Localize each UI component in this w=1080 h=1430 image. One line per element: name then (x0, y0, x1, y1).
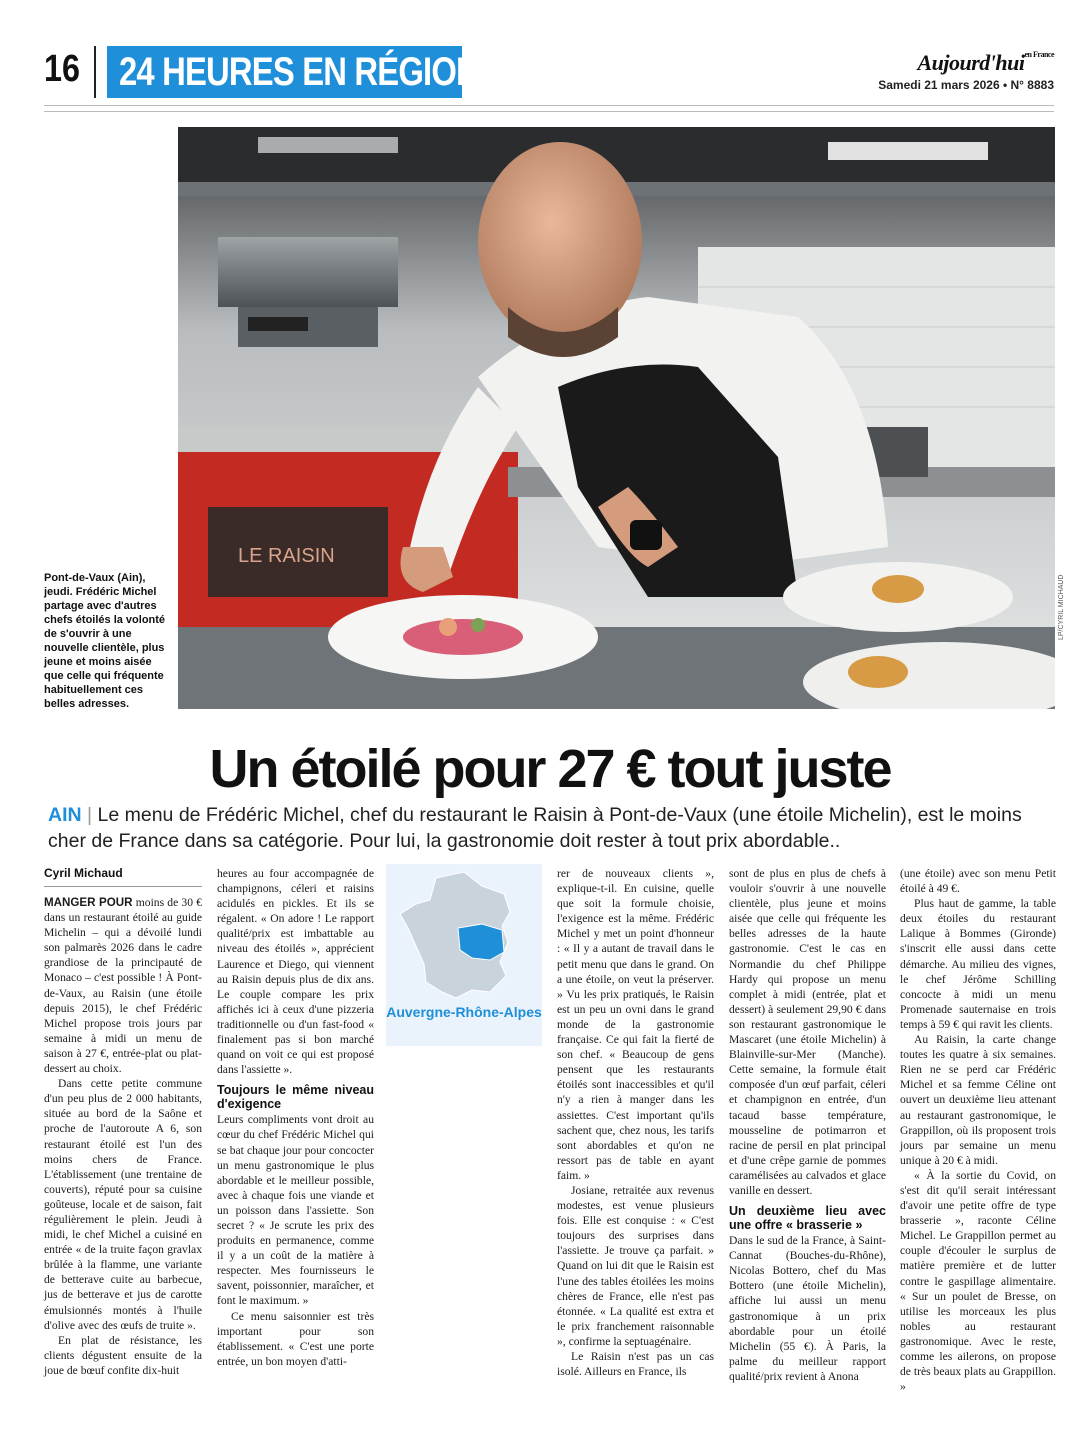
paragraph: rer de nouveaux clients », explique-t-il. En cuisine, quelle que soit la formule choisie, l'exigence est la même. Frédéric Michel y met un point d'honneur : « Il y a autant de travail dans le petit menu que dans le grand. On a une étoile, on veut la préserver. » Vu les prix pratiqués, le Raisin est un peu un ovni dans le grand monde de la gastronomie française. Ce qui fait la fierté de son chef. « Beaucoup de gens pensent que les restaurants étoilés sont inaccessibles et qu'il n'y a rien à manger dans les assiettes. C'est important qu'ils sachent que, chez nous, les tarifs sont abordables et qu'on ne ressort pas de table en ayant faim. » (557, 867, 714, 1182)
paragraph: Au Raisin, la carte change toutes les quatre à six semaines. Rien ne se perd car Frédéric Michel et sa femme Céline ont ouvert un deuxième lieu attenant au restaurant gastronomique, le Grappillon, où ils proposent trois jours par semaine un menu unique à 20 € à midi. (900, 1033, 1056, 1167)
photo-credit: LP/CYRIL MICHAUD (1058, 574, 1065, 640)
header-rule (44, 105, 1054, 106)
chef-photo (178, 127, 1055, 709)
paragraph: heures au four accompagnée de champignons, céleri et raisins acidulés en pickles. Et ils se régalent. « On adore ! Le rapport qualité/prix est imbattable au niveau des étoilés », apprécient Laurence et Diego, qui viennent au Raisin depuis plus de dix ans. Le couple compare les prix affichés ici à ceux d'une pizzeria traditionnelle ou d'un fast-food « finalement pas si bon marché quand on voit ce qui est proposé dans l'assiette ». (217, 867, 374, 1077)
column-5 (900, 866, 1056, 1394)
byline: Cyril Michaud (44, 866, 202, 887)
location-tag: AIN (48, 804, 82, 826)
paragraph: Leurs compliments vont droit au cœur du chef Frédéric Michel qui se bat chaque jour pour concocter un menu gastronomique le plus abordable et le meilleur possible, avec à chaque fois une viande et un poisson dans l'assiette. Son secret ? « Je scrute les prix des produits en permanence, comme il y a un coût de la matière à respecter. Mes fournisseurs le savent, poissonnier, maraîcher, et font le maximum. » (217, 1113, 374, 1308)
column-1 (44, 866, 202, 1378)
subheading: Un deuxième lieu avec une offre « brasserie » (729, 1204, 886, 1233)
lead-separator: | (87, 804, 93, 826)
brand-suffix: en France (1024, 50, 1054, 59)
paragraph: Dans cette petite commune d'un peu plus de 2 000 habitants, située au bord de la Saône et proche de l'autoroute A 6, son restaurant étoilé est l'un des moins chers de France. L'établissement (une trentaine de couverts), réputé pour sa cuisine goûteuse, locale et de saison, fait régulièrement le plein. Jeudi à midi, le chef Michel a cuisiné en entrée « de la truite façon gravlax brûlée à la flamme, une variante de betterave cuite au barbecue, jus de betterave et jus de carotte émulsionnés montés à l'huile d'olive avec des œufs de truite ». (44, 1077, 202, 1332)
header-rule-2 (44, 111, 1054, 112)
column-4 (729, 866, 886, 1384)
kitchen-scene (178, 127, 1055, 709)
paragraph: sont de plus en plus de chefs à vouloir s'ouvrir à une nouvelle clientèle, plus jeune et moins aisée que celle qui fréquente les belles adresses de la haute gastronomie. C'est le cas en Normandie du chef Philippe Hardy qui propose un menu complet à midi (entrée, plat et dessert) à seulement 29,90 € dans son restaurant gastronomique le Mascaret (une étoile Michelin) à Blainville-sur-Mer (Manche). Cette semaine, la formule était composée d'un œuf parfait, céleri et champignon en entrée, d'un tacaud basse température, mousseline de potimarron et racine de persil en plat principal et d'une crêpe garnie de pommes caramélisées au calvados et glace vanille en dessert. (729, 867, 886, 1197)
paragraph: « À la sortie du Covid, on s'est dit qu'il serait intéressant d'avoir une petite offre de type brasserie », raconte Céline Michel. Le Grappillon permet au couple d'écouler le surplus de matière première et de lutter contre le gaspillage alimentaire. « Sur un poulet de Bresse, on utilise les morceaux les plus nobles au restaurant gastronomique. Avec le reste, comme les ailerons, on propose de très beaux plats au Grappillon. » (900, 1168, 1056, 1394)
header-divider (94, 46, 96, 98)
lead-paragraph (48, 802, 1048, 854)
paragraph (44, 895, 202, 1076)
photo-caption: Pont-de-Vaux (Ain), jeudi. Frédéric Michel partage avec d'autres chefs étoilés la volonté de s'ouvrir à une nouvelle clientèle, plus jeune et moins aisée que celle qui fréquente habituellement ces belles adresses. (44, 572, 166, 710)
issue-date: Samedi 21 mars 2026 • N° 8883 (878, 78, 1054, 92)
column-3 (557, 866, 714, 1379)
page-number: 16 (44, 48, 80, 90)
paragraph: Dans le sud de la France, à Saint-Cannat (Bouches-du-Rhône), Nicolas Bottero, chef du Mas Bottero (une étoile Michelin), affiche lui aussi un menu gastronomique à un prix abordable pour un étoilé Michelin (55 €). À Paris, la palme du meilleur rapport qualité/prix revient à Anona (729, 1234, 886, 1383)
paragraph: Plus haut de gamme, la table deux étoiles du restaurant Lalique à Bommes (Gironde) s'inscrit elle aussi dans cette démarche. Au milieu des vignes, le chef Jérôme Schilling concocte à midi un menu Promenade sauternaise en trois temps à 59 € qui ravit les clients. (900, 897, 1056, 1031)
paragraph: Ce menu saisonnier est très important pour son établissement. « C'est une porte entrée, un bon moyen d'atti- (217, 1309, 374, 1368)
subheading: Toujours le même niveau d'exigence (217, 1083, 374, 1112)
column-2 (217, 866, 374, 1369)
lead-in: MANGER POUR (44, 896, 133, 909)
lead-text: Le menu de Frédéric Michel, chef du restaurant le Raisin à Pont-de-Vaux (une étoile Michelin), est le moins cher de France dans sa catégorie. Pour lui, la gastronomie doit rester à tout prix abordable.. (48, 804, 1022, 852)
paragraph: (une étoile) avec son menu Petit étoilé à 49 €. (900, 867, 1056, 896)
map-label: Auvergne-Rhône-Alpes (386, 1004, 542, 1020)
brand-name: Aujourd'hui (917, 50, 1025, 75)
section-title: 24 HEURES EN RÉGION (119, 50, 479, 94)
restaurant-sign: LE RAISIN (238, 545, 335, 567)
headline: Un étoilé pour 27 € tout juste (209, 739, 891, 799)
section-banner (107, 46, 479, 98)
paragraph: En plat de résistance, les clients dégustent ensuite de la joue de bœuf confite dix-huit (44, 1333, 202, 1377)
paragraph: Josiane, retraitée aux revenus modestes, est venue plusieurs fois. Elle est conquise : « C'est toujours des surprises dans l'assiette. Je trouve ça parfait. » Quand on lui dit que le Raisin est l'une des tables étoilées les moins chères de France, elle n'est pas étonnée. « La qualité est extra et le prix franchement raisonnable », confirme la septuagénaire. (557, 1183, 714, 1348)
paragraph: Le Raisin n'est pas un cas isolé. Ailleurs en France, ils (557, 1350, 714, 1379)
newspaper-logo (917, 50, 1054, 76)
paragraph-text: moins de 30 € dans un restaurant étoilé au guide Michelin – qui a dévoilé lundi son palmarès 2026 dans le cadre grandiose de la principauté de Monaco – c'est possible ! À Pont-de-Vaux, au Raisin (une étoile depuis 2015), le chef Frédéric Michel propose trois jours par semaine à midi un menu de saison à 27 €, entrée-plat ou plat-dessert au choix. (44, 896, 203, 1076)
